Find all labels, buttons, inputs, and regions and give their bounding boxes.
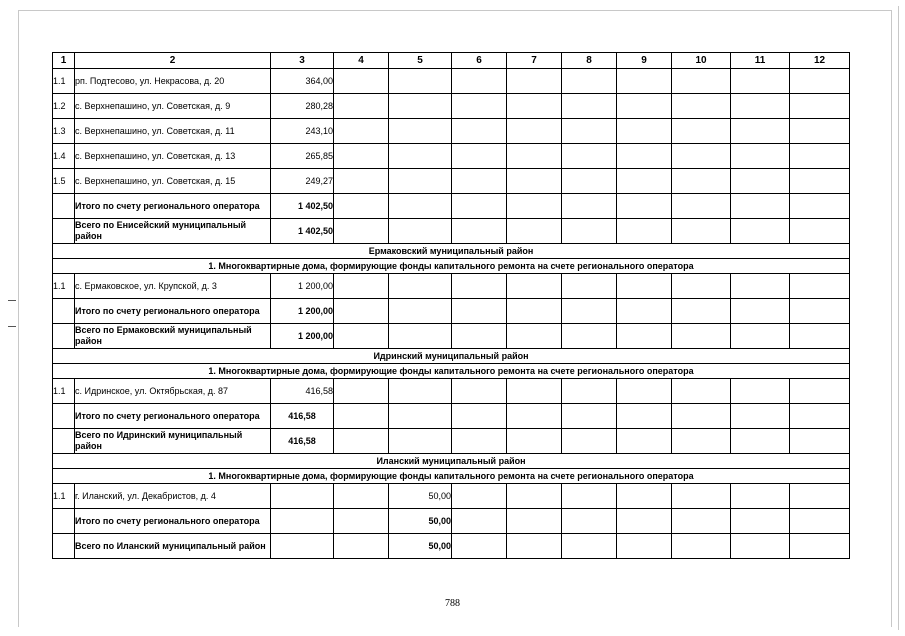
row-col12 xyxy=(790,144,850,169)
row-index xyxy=(53,324,75,349)
row-col5 xyxy=(389,274,452,299)
row-col6 xyxy=(452,379,507,404)
table-row-total xyxy=(53,404,850,429)
row-col8 xyxy=(562,484,617,509)
row-col4 xyxy=(334,324,389,349)
row-col6 xyxy=(452,194,507,219)
row-col3: 243,10 xyxy=(271,119,334,144)
row-col11 xyxy=(731,274,790,299)
row-name: Итого по счету регионального оператора xyxy=(75,194,271,219)
row-col4 xyxy=(334,429,389,454)
row-col7 xyxy=(507,94,562,119)
column-header: 4 xyxy=(334,53,389,69)
row-index: 1.3 xyxy=(53,119,75,144)
row-index xyxy=(53,429,75,454)
row-index xyxy=(53,509,75,534)
row-col9 xyxy=(617,169,672,194)
row-col4 xyxy=(334,119,389,144)
row-col6 xyxy=(452,299,507,324)
row-col11 xyxy=(731,534,790,559)
row-col11 xyxy=(731,299,790,324)
row-col11 xyxy=(731,404,790,429)
page-number: 788 xyxy=(445,598,460,609)
table-row-total xyxy=(53,219,850,244)
row-col10 xyxy=(672,274,731,299)
row-col7 xyxy=(507,219,562,244)
row-col10 xyxy=(672,194,731,219)
row-col5 xyxy=(389,69,452,94)
margin-tick-upper xyxy=(8,300,16,301)
table-row xyxy=(53,69,850,94)
row-col8 xyxy=(562,219,617,244)
row-col5 xyxy=(389,119,452,144)
row-col6 xyxy=(452,429,507,454)
row-col7 xyxy=(507,119,562,144)
row-col3: 416,58 xyxy=(271,379,334,404)
subsection-title: 1. Многоквартирные дома, формирующие фонды капитального ремонта на счете регионального оператора xyxy=(53,259,850,274)
row-col8 xyxy=(562,274,617,299)
row-col3: 1 200,00 xyxy=(271,274,334,299)
row-col6 xyxy=(452,534,507,559)
section-title: Ермаковский муниципальный район xyxy=(53,244,850,259)
row-col4 xyxy=(334,534,389,559)
table-row-total xyxy=(53,194,850,219)
row-col12 xyxy=(790,219,850,244)
row-col11 xyxy=(731,144,790,169)
row-name: Всего по Ермаковский муниципальный район xyxy=(75,324,271,349)
row-col9 xyxy=(617,534,672,559)
subsection-header-row xyxy=(53,469,850,484)
row-col9 xyxy=(617,404,672,429)
row-col10 xyxy=(672,379,731,404)
row-col12 xyxy=(790,534,850,559)
row-col6 xyxy=(452,69,507,94)
subsection-header-row xyxy=(53,259,850,274)
row-col11 xyxy=(731,484,790,509)
row-col12 xyxy=(790,429,850,454)
row-col12 xyxy=(790,509,850,534)
row-col5 xyxy=(389,429,452,454)
row-col6 xyxy=(452,509,507,534)
row-col10 xyxy=(672,119,731,144)
row-col8 xyxy=(562,429,617,454)
row-col3: 1 402,50 xyxy=(271,194,334,219)
row-col9 xyxy=(617,379,672,404)
data-table xyxy=(52,52,850,559)
table-header-row xyxy=(53,53,850,69)
row-col10 xyxy=(672,69,731,94)
table-row xyxy=(53,379,850,404)
row-col11 xyxy=(731,219,790,244)
section-title: Идринский муниципальный район xyxy=(53,349,850,364)
row-col7 xyxy=(507,144,562,169)
row-col12 xyxy=(790,194,850,219)
row-col3 xyxy=(271,534,334,559)
table-row-total xyxy=(53,534,850,559)
row-col4 xyxy=(334,484,389,509)
row-col4 xyxy=(334,509,389,534)
row-col7 xyxy=(507,404,562,429)
row-name: г. Иланский, ул. Декабристов, д. 4 xyxy=(75,484,271,509)
row-col11 xyxy=(731,119,790,144)
row-col7 xyxy=(507,299,562,324)
table-row-total xyxy=(53,429,850,454)
section-header-row xyxy=(53,349,850,364)
row-name: с. Ермаковское, ул. Крупской, д. 3 xyxy=(75,274,271,299)
column-header: 1 xyxy=(53,53,75,69)
row-col10 xyxy=(672,219,731,244)
row-col4 xyxy=(334,274,389,299)
row-col12 xyxy=(790,69,850,94)
table-row-total xyxy=(53,299,850,324)
row-col5 xyxy=(389,404,452,429)
row-col9 xyxy=(617,69,672,94)
row-col12 xyxy=(790,299,850,324)
row-col11 xyxy=(731,324,790,349)
row-col8 xyxy=(562,379,617,404)
row-col7 xyxy=(507,534,562,559)
row-col8 xyxy=(562,144,617,169)
row-col7 xyxy=(507,509,562,534)
row-col9 xyxy=(617,194,672,219)
subsection-title: 1. Многоквартирные дома, формирующие фонды капитального ремонта на счете регионального оператора xyxy=(53,469,850,484)
row-col12 xyxy=(790,324,850,349)
row-col9 xyxy=(617,429,672,454)
row-col7 xyxy=(507,379,562,404)
row-col4 xyxy=(334,144,389,169)
column-header: 10 xyxy=(672,53,731,69)
column-header: 8 xyxy=(562,53,617,69)
row-name: Итого по счету регионального оператора xyxy=(75,404,271,429)
row-col5 xyxy=(389,324,452,349)
row-name: с. Идринское, ул. Октябрьская, д. 87 xyxy=(75,379,271,404)
row-col6 xyxy=(452,274,507,299)
row-col3: 249,27 xyxy=(271,169,334,194)
row-col6 xyxy=(452,484,507,509)
row-col3: 416,58 xyxy=(271,429,334,454)
row-col8 xyxy=(562,534,617,559)
row-col3: 265,85 xyxy=(271,144,334,169)
row-col5 xyxy=(389,219,452,244)
row-col6 xyxy=(452,404,507,429)
row-col9 xyxy=(617,509,672,534)
column-header: 12 xyxy=(790,53,850,69)
row-col10 xyxy=(672,484,731,509)
row-col10 xyxy=(672,299,731,324)
row-col11 xyxy=(731,69,790,94)
row-col6 xyxy=(452,94,507,119)
row-col11 xyxy=(731,194,790,219)
row-index: 1.5 xyxy=(53,169,75,194)
row-name: Итого по счету регионального оператора xyxy=(75,509,271,534)
column-header: 5 xyxy=(389,53,452,69)
row-col6 xyxy=(452,169,507,194)
row-col10 xyxy=(672,509,731,534)
row-index: 1.2 xyxy=(53,94,75,119)
row-col11 xyxy=(731,429,790,454)
row-col5: 50,00 xyxy=(389,484,452,509)
table-row xyxy=(53,144,850,169)
row-index xyxy=(53,299,75,324)
row-col12 xyxy=(790,274,850,299)
row-col10 xyxy=(672,144,731,169)
row-col11 xyxy=(731,509,790,534)
row-col8 xyxy=(562,119,617,144)
row-col4 xyxy=(334,404,389,429)
row-col9 xyxy=(617,274,672,299)
row-col10 xyxy=(672,534,731,559)
table-row xyxy=(53,119,850,144)
row-col5 xyxy=(389,144,452,169)
row-col10 xyxy=(672,404,731,429)
row-col9 xyxy=(617,119,672,144)
row-col5: 50,00 xyxy=(389,509,452,534)
row-col3 xyxy=(271,509,334,534)
row-col7 xyxy=(507,324,562,349)
table-row xyxy=(53,484,850,509)
row-col9 xyxy=(617,219,672,244)
row-col9 xyxy=(617,299,672,324)
row-col4 xyxy=(334,219,389,244)
row-col6 xyxy=(452,324,507,349)
row-name: Всего по Енисейский муниципальный район xyxy=(75,219,271,244)
row-col10 xyxy=(672,169,731,194)
row-col5 xyxy=(389,299,452,324)
row-col11 xyxy=(731,379,790,404)
row-col5: 50,00 xyxy=(389,534,452,559)
row-col10 xyxy=(672,324,731,349)
row-col3: 364,00 xyxy=(271,69,334,94)
row-col12 xyxy=(790,379,850,404)
row-col5 xyxy=(389,169,452,194)
table-row xyxy=(53,94,850,119)
row-index: 1.1 xyxy=(53,379,75,404)
row-col9 xyxy=(617,94,672,119)
row-col4 xyxy=(334,169,389,194)
row-col3: 1 200,00 xyxy=(271,324,334,349)
margin-tick-lower xyxy=(8,326,16,327)
row-index xyxy=(53,534,75,559)
table-row xyxy=(53,169,850,194)
row-col3: 280,28 xyxy=(271,94,334,119)
row-col8 xyxy=(562,404,617,429)
row-col7 xyxy=(507,69,562,94)
row-col3: 416,58 xyxy=(271,404,334,429)
table-row-total xyxy=(53,509,850,534)
subsection-header-row xyxy=(53,364,850,379)
column-header: 11 xyxy=(731,53,790,69)
row-col12 xyxy=(790,94,850,119)
section-header-row xyxy=(53,454,850,469)
row-col4 xyxy=(334,94,389,119)
row-index: 1.4 xyxy=(53,144,75,169)
table-row xyxy=(53,274,850,299)
row-name: Всего по Иланский муниципальный район xyxy=(75,534,271,559)
row-col11 xyxy=(731,169,790,194)
row-name: с. Верхнепашино, ул. Советская, д. 13 xyxy=(75,144,271,169)
row-col8 xyxy=(562,194,617,219)
row-col10 xyxy=(672,429,731,454)
section-header-row xyxy=(53,244,850,259)
row-col8 xyxy=(562,69,617,94)
section-title: Иланский муниципальный район xyxy=(53,454,850,469)
subsection-title: 1. Многоквартирные дома, формирующие фонды капитального ремонта на счете регионального оператора xyxy=(53,364,850,379)
column-header: 9 xyxy=(617,53,672,69)
row-col3 xyxy=(271,484,334,509)
column-header: 3 xyxy=(271,53,334,69)
row-col8 xyxy=(562,299,617,324)
row-col9 xyxy=(617,144,672,169)
row-index: 1.1 xyxy=(53,69,75,94)
row-col12 xyxy=(790,119,850,144)
page-border-right xyxy=(898,6,899,630)
row-col8 xyxy=(562,94,617,119)
row-index: 1.1 xyxy=(53,484,75,509)
column-header: 7 xyxy=(507,53,562,69)
row-name: Всего по Идринский муниципальный район xyxy=(75,429,271,454)
row-name: с. Верхнепашино, ул. Советская, д. 9 xyxy=(75,94,271,119)
row-col4 xyxy=(334,299,389,324)
row-col5 xyxy=(389,379,452,404)
row-col10 xyxy=(672,94,731,119)
row-col9 xyxy=(617,324,672,349)
row-col12 xyxy=(790,169,850,194)
row-col7 xyxy=(507,274,562,299)
row-col7 xyxy=(507,169,562,194)
row-col6 xyxy=(452,144,507,169)
row-index xyxy=(53,194,75,219)
row-index xyxy=(53,404,75,429)
table-row-total xyxy=(53,324,850,349)
row-name: Итого по счету регионального оператора xyxy=(75,299,271,324)
row-name: с. Верхнепашино, ул. Советская, д. 15 xyxy=(75,169,271,194)
row-col8 xyxy=(562,509,617,534)
row-col3: 1 402,50 xyxy=(271,219,334,244)
row-col5 xyxy=(389,94,452,119)
row-col11 xyxy=(731,94,790,119)
row-col6 xyxy=(452,119,507,144)
row-col7 xyxy=(507,429,562,454)
row-index: 1.1 xyxy=(53,274,75,299)
row-col5 xyxy=(389,194,452,219)
column-header: 6 xyxy=(452,53,507,69)
column-header: 2 xyxy=(75,53,271,69)
row-name: с. Верхнепашино, ул. Советская, д. 11 xyxy=(75,119,271,144)
row-col8 xyxy=(562,169,617,194)
row-col8 xyxy=(562,324,617,349)
row-col4 xyxy=(334,69,389,94)
row-index xyxy=(53,219,75,244)
row-col6 xyxy=(452,219,507,244)
row-col4 xyxy=(334,379,389,404)
row-col4 xyxy=(334,194,389,219)
row-col12 xyxy=(790,484,850,509)
row-col7 xyxy=(507,484,562,509)
row-col7 xyxy=(507,194,562,219)
row-col12 xyxy=(790,404,850,429)
row-name: рп. Подтесово, ул. Некрасова, д. 20 xyxy=(75,69,271,94)
row-col3: 1 200,00 xyxy=(271,299,334,324)
row-col9 xyxy=(617,484,672,509)
